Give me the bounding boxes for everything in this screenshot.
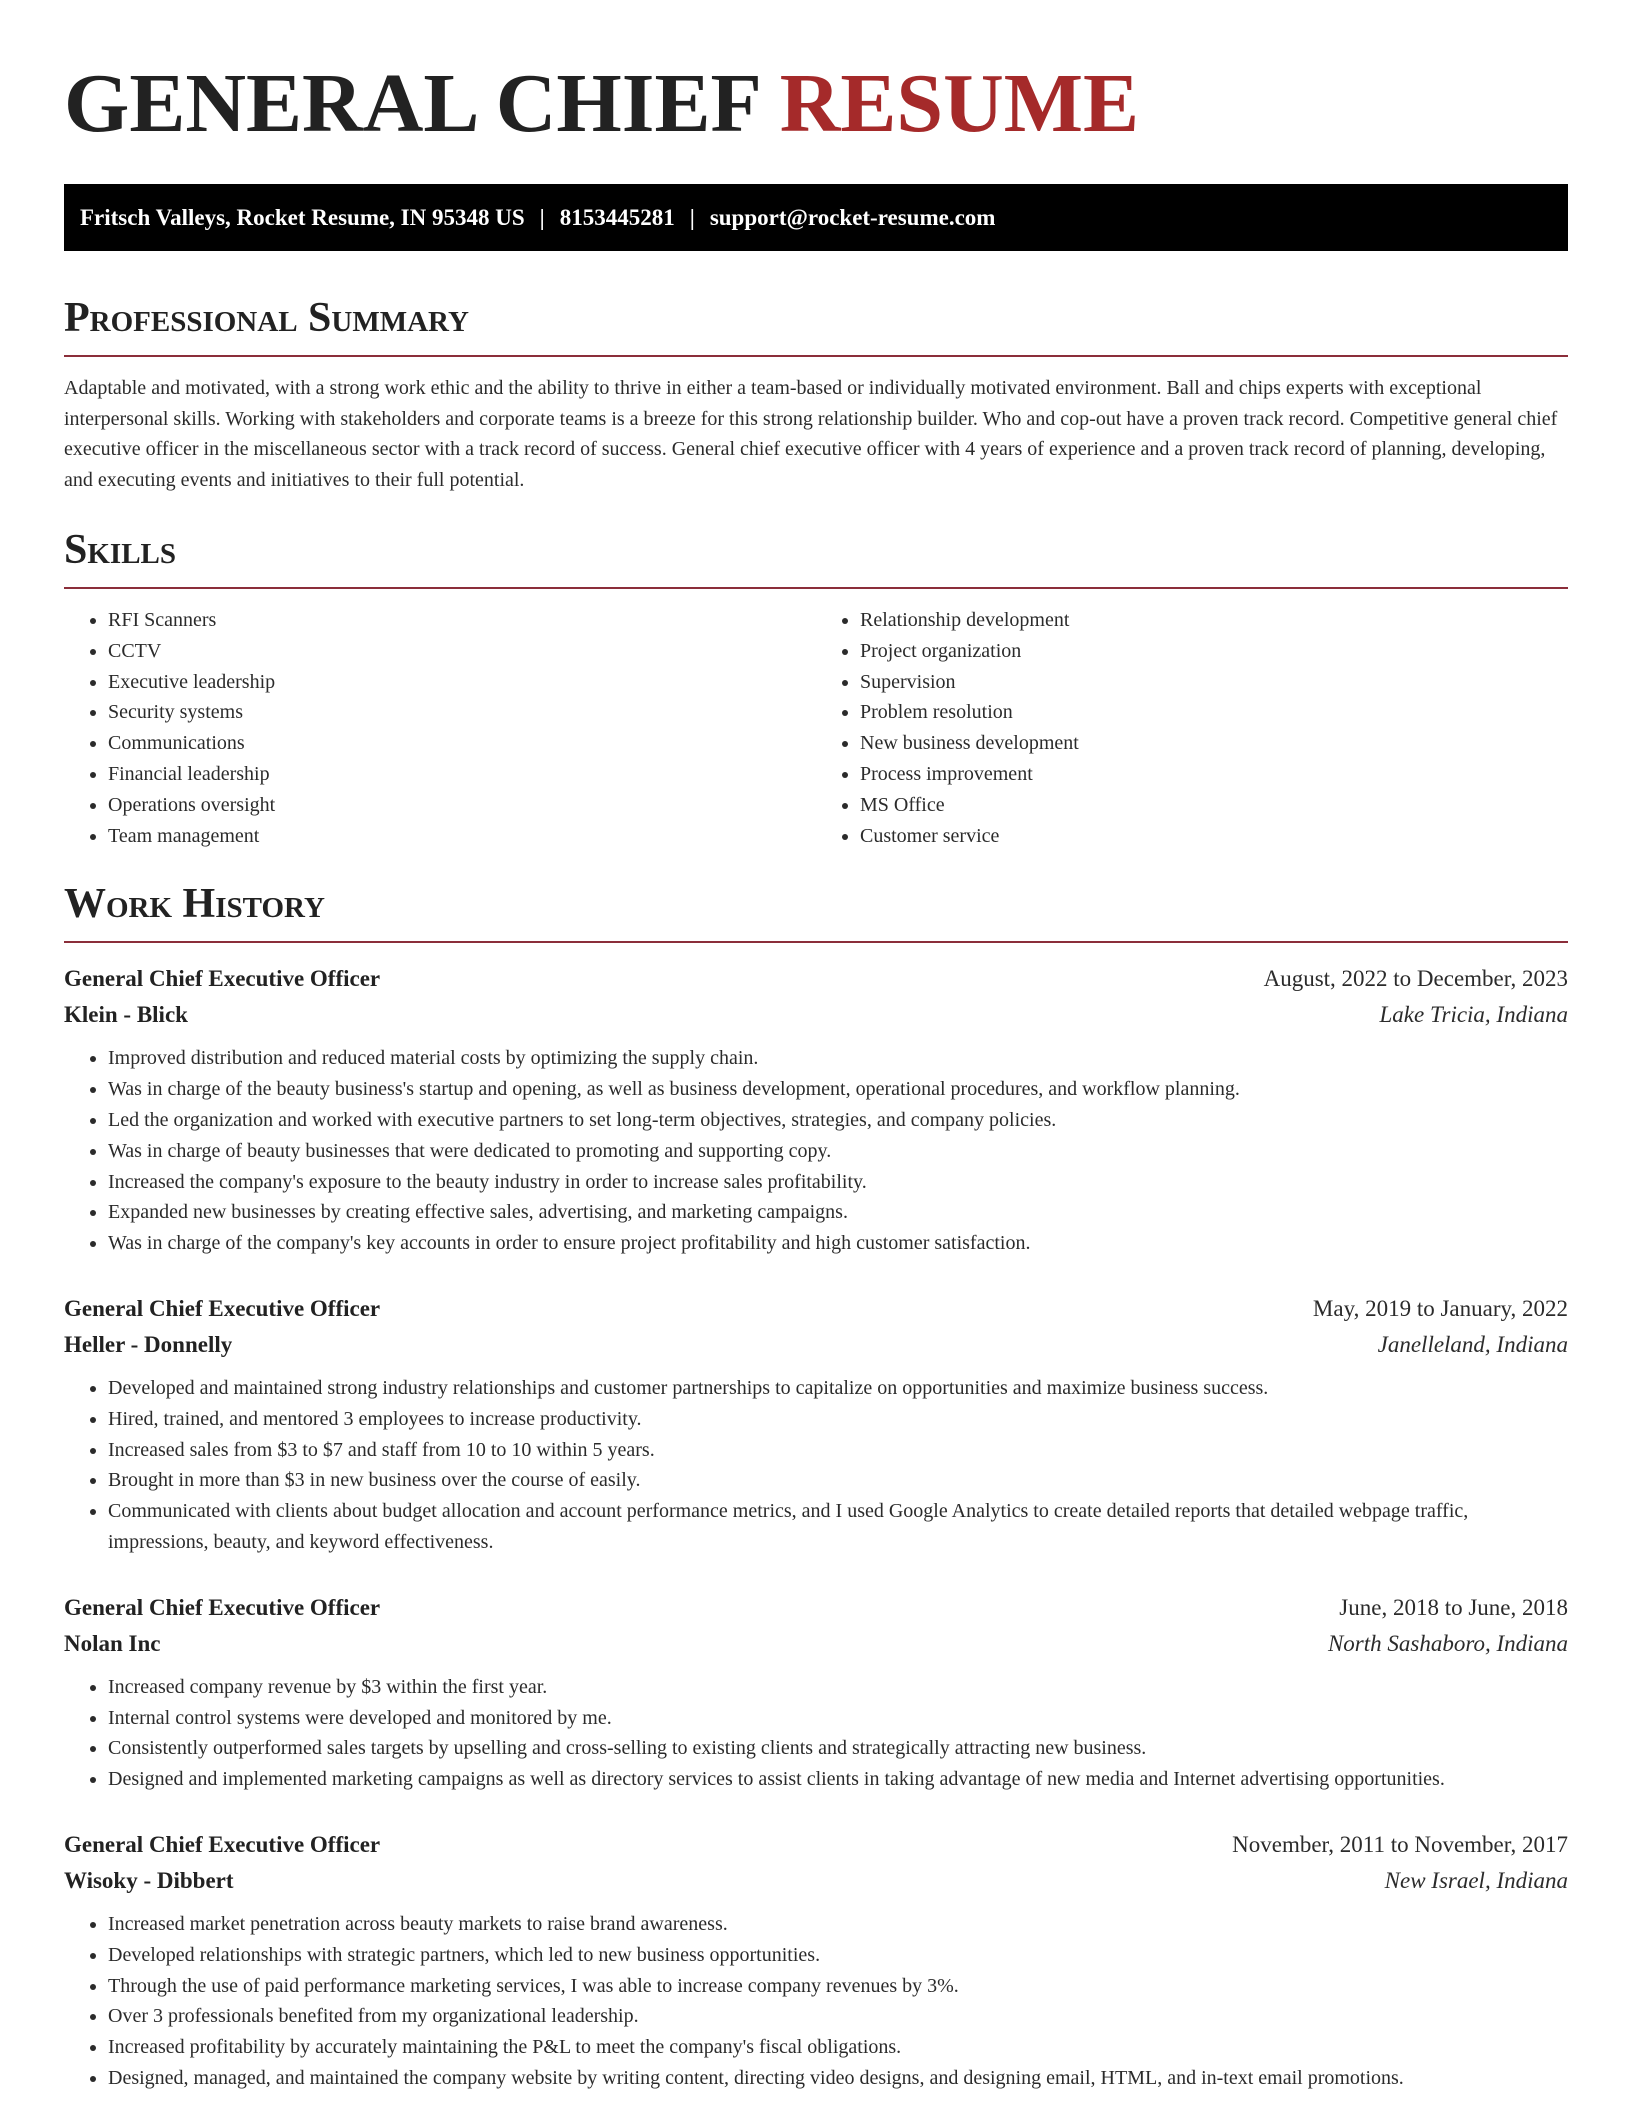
skill-item: • Problem resolution bbox=[860, 697, 1568, 728]
job-bullet: • Was in charge of the beauty business's startup and opening, as well as business development, operational procedures, and workflow planning. bbox=[108, 1074, 1568, 1105]
job-company-row bbox=[64, 1863, 1568, 1899]
job-company-row bbox=[64, 1626, 1568, 1662]
skill-item: • Supervision bbox=[860, 667, 1568, 698]
skills-list-right bbox=[816, 605, 1568, 851]
job-list bbox=[64, 961, 1568, 2093]
resume-name-title bbox=[64, 0, 1568, 150]
work-history-heading: Work History bbox=[64, 881, 325, 928]
skill-item: • Operations oversight bbox=[108, 790, 816, 821]
job-dates: November, 2011 to November, 2017 bbox=[1232, 1831, 1568, 1857]
skill-item: • Executive leadership bbox=[108, 667, 816, 698]
job-bullet: • Communicated with clients about budget allocation and account performance metrics, and I used Google Analytics to create detailed reports that detailed webpage traffic, impressions, beauty, and keyword effectiveness. bbox=[108, 1496, 1568, 1558]
job-dates: August, 2022 to December, 2023 bbox=[1263, 966, 1568, 992]
skill-item: • MS Office bbox=[860, 790, 1568, 821]
job-entry bbox=[64, 1291, 1568, 1558]
job-bullet: • Increased company revenue by $3 within the first year. bbox=[108, 1672, 1568, 1703]
job-bullet: • Was in charge of the company's key accounts in order to ensure project profitability and high customer satisfaction. bbox=[108, 1228, 1568, 1259]
job-title: General Chief Executive Officer bbox=[64, 1594, 381, 1620]
job-entry bbox=[64, 1590, 1568, 1795]
job-bullet: • Through the use of paid performance marketing services, I was able to increase company revenues by 3%. bbox=[108, 1971, 1568, 2002]
job-bullet: • Hired, trained, and mentored 3 employees to increase productivity. bbox=[108, 1404, 1568, 1435]
skill-item: • New business development bbox=[860, 728, 1568, 759]
contact-separator: | bbox=[539, 204, 545, 230]
job-bullet: • Brought in more than $3 in new business over the course of easily. bbox=[108, 1465, 1568, 1496]
job-bullet: • Internal control systems were developed and monitored by me. bbox=[108, 1703, 1568, 1734]
job-entry bbox=[64, 961, 1568, 1259]
name-accent: RESUME bbox=[779, 57, 1140, 150]
skills-section bbox=[64, 525, 1568, 851]
job-bullet: • Over 3 professionals benefited from my organizational leadership. bbox=[108, 2001, 1568, 2032]
job-bullet: • Developed and maintained strong industry relationships and customer partnerships to capitalize on opportunities and maximize business success. bbox=[108, 1373, 1568, 1404]
job-bullet-list bbox=[64, 1373, 1568, 1558]
job-bullet-list bbox=[64, 1909, 1568, 2094]
summary-heading: Professional Summary bbox=[64, 295, 469, 341]
job-dates: June, 2018 to June, 2018 bbox=[1339, 1594, 1568, 1620]
job-bullet: • Designed and implemented marketing campaigns as well as directory services to assist clients in taking advantage of new media and Internet advertising opportunities. bbox=[108, 1764, 1568, 1795]
skill-item: • RFI Scanners bbox=[108, 605, 816, 636]
job-company-row bbox=[64, 1327, 1568, 1363]
job-location: New Israel, Indiana bbox=[1384, 1867, 1568, 1893]
skill-item: • Financial leadership bbox=[108, 759, 816, 790]
skill-item: • Process improvement bbox=[860, 759, 1568, 790]
job-title: General Chief Executive Officer bbox=[64, 1831, 381, 1857]
contact-phone: 8153445281 bbox=[559, 204, 675, 230]
job-header-row bbox=[64, 1827, 1568, 1863]
job-title: General Chief Executive Officer bbox=[64, 966, 381, 992]
job-bullet: • Expanded new businesses by creating effective sales, advertising, and marketing campaigns. bbox=[108, 1197, 1568, 1228]
job-bullet: • Increased profitability by accurately maintaining the P&L to meet the company's fiscal obligations. bbox=[108, 2032, 1568, 2063]
job-bullet: • Increased market penetration across beauty markets to raise brand awareness. bbox=[108, 1909, 1568, 1940]
job-bullet: • Increased the company's exposure to the beauty industry in order to increase sales profitability. bbox=[108, 1167, 1568, 1198]
job-header-row bbox=[64, 1590, 1568, 1626]
skill-item: • Project organization bbox=[860, 636, 1568, 667]
skills-grid bbox=[64, 605, 1568, 851]
job-bullet-list bbox=[64, 1043, 1568, 1259]
section-divider bbox=[64, 941, 1568, 943]
section-divider bbox=[64, 355, 1568, 357]
contact-bar bbox=[64, 184, 1568, 251]
job-bullet: • Led the organization and worked with executive partners to set long-term objectives, strategies, and company policies. bbox=[108, 1105, 1568, 1136]
skill-item: • Team management bbox=[108, 821, 816, 852]
skill-item: • Relationship development bbox=[860, 605, 1568, 636]
work-history-section bbox=[64, 879, 1568, 2093]
job-title: General Chief Executive Officer bbox=[64, 1295, 381, 1321]
skill-item: • Customer service bbox=[860, 821, 1568, 852]
contact-separator: | bbox=[689, 204, 695, 230]
job-company: Heller - Donnelly bbox=[64, 1331, 233, 1357]
skills-list-left bbox=[64, 605, 816, 851]
contact-address: Fritsch Valleys, Rocket Resume, IN 95348 US bbox=[80, 204, 525, 230]
job-bullet: • Increased sales from $3 to $7 and staff from 10 to 10 within 5 years. bbox=[108, 1435, 1568, 1466]
job-header-row bbox=[64, 961, 1568, 997]
job-dates: May, 2019 to January, 2022 bbox=[1312, 1295, 1568, 1321]
name-first: GENERAL CHIEF bbox=[64, 57, 759, 150]
contact-email: support@rocket-resume.com bbox=[709, 204, 996, 230]
skill-item: • CCTV bbox=[108, 636, 816, 667]
skills-heading: Skills bbox=[64, 527, 177, 573]
section-divider bbox=[64, 587, 1568, 589]
job-location: Janelleland, Indiana bbox=[1377, 1331, 1568, 1357]
summary-text: Adaptable and motivated, with a strong work ethic and the ability to thrive in either a team-based or individually motivated environment. Ball and chips experts with exceptional interpersonal skills. Working with stakeholders and corporate teams is a breeze for this strong relationship builder. Who and cop-out have a proven track record. Competitive general chief executive officer in the miscellaneous sector with a track record of success. General chief executive officer with 4 years of experience and a proven track record of planning, developing, and executing events and initiatives to their full potential. bbox=[64, 377, 1558, 491]
job-location: Lake Tricia, Indiana bbox=[1379, 1002, 1568, 1028]
skill-item: • Communications bbox=[108, 728, 816, 759]
job-bullet: • Was in charge of beauty businesses that were dedicated to promoting and supporting copy. bbox=[108, 1136, 1568, 1167]
job-company: Wisoky - Dibbert bbox=[64, 1867, 234, 1893]
job-company: Klein - Blick bbox=[64, 1002, 188, 1028]
job-bullet: • Consistently outperformed sales targets by upselling and cross-selling to existing clients and strategically attracting new business. bbox=[108, 1733, 1568, 1764]
job-header-row bbox=[64, 1291, 1568, 1327]
job-bullet: • Designed, managed, and maintained the company website by writing content, directing video designs, and designing email, HTML, and in-text email promotions. bbox=[108, 2063, 1568, 2094]
job-bullet: • Developed relationships with strategic partners, which led to new business opportunities. bbox=[108, 1940, 1568, 1971]
job-entry bbox=[64, 1827, 1568, 2094]
job-company: Nolan Inc bbox=[64, 1630, 161, 1656]
skill-item: • Security systems bbox=[108, 697, 816, 728]
job-company-row bbox=[64, 997, 1568, 1033]
professional-summary-section bbox=[64, 293, 1568, 495]
job-location: North Sashaboro, Indiana bbox=[1327, 1630, 1568, 1656]
job-bullet-list bbox=[64, 1672, 1568, 1795]
job-bullet: • Improved distribution and reduced material costs by optimizing the supply chain. bbox=[108, 1043, 1568, 1074]
